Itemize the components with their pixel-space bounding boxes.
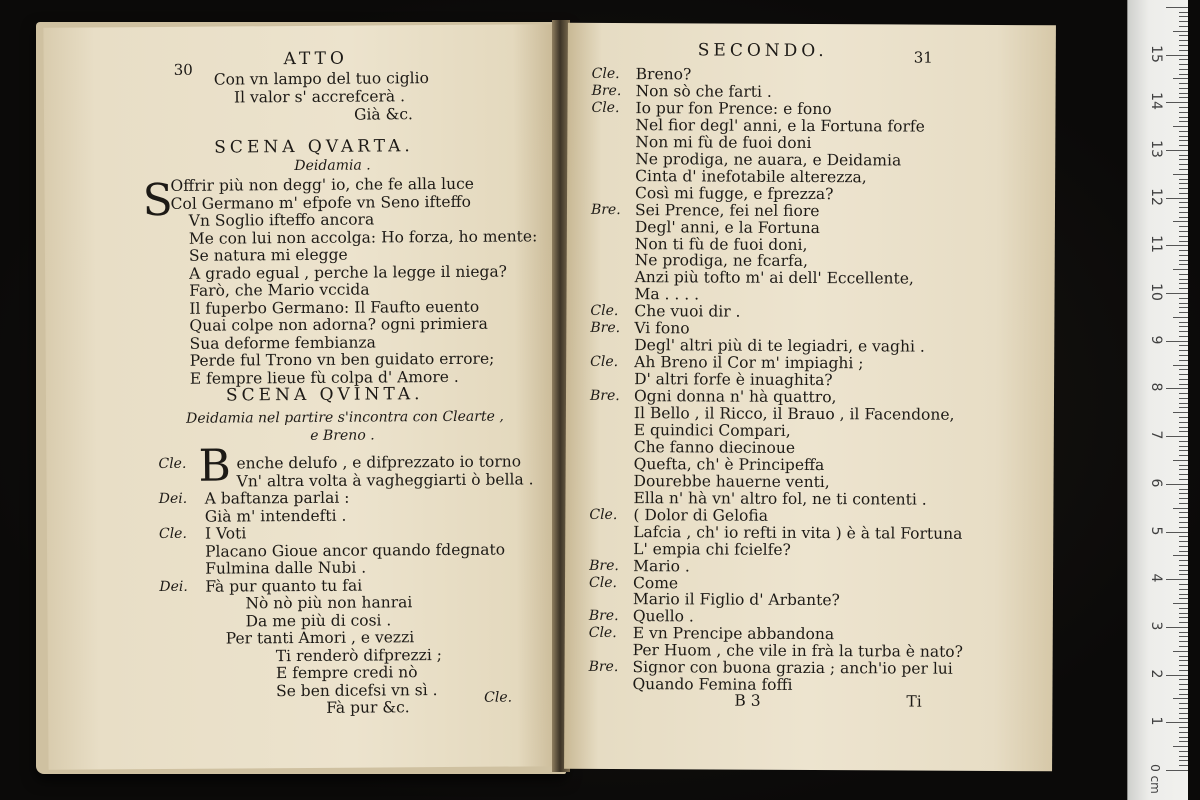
ruler-tick (1179, 684, 1188, 685)
ruler-tick (1173, 221, 1188, 222)
ruler-tick (1179, 279, 1188, 280)
ruler-tick (1173, 269, 1188, 270)
ruler-tick (1179, 546, 1188, 547)
dialogue-line: Fulmina dalle Nubi . (205, 558, 367, 578)
ruler-tick (1179, 727, 1188, 728)
ruler-tick (1173, 78, 1188, 79)
ruler-tick (1179, 551, 1188, 552)
dialogue-line: Fà pur &c. (326, 698, 410, 717)
dialogue-line: Che vuoi dir . (634, 302, 741, 321)
ruler-tick (1179, 345, 1188, 346)
ruler-tick (1179, 689, 1188, 690)
dialogue-line: Ah Breno il Cor m' impiaghi ; (634, 353, 864, 373)
ruler-tick (1179, 322, 1188, 323)
verse-line: Già &c. (353, 105, 414, 124)
dialogue-line: Ogni donna n' hà quattro, (633, 387, 837, 407)
ruler-tick (1179, 374, 1188, 375)
dialogue-line: Mario . (633, 556, 690, 575)
ruler-tick (1179, 732, 1188, 733)
ruler-tick (1179, 283, 1188, 284)
verse-line: Il valor s' accrefcerà . (233, 87, 406, 107)
ruler-tick (1179, 427, 1188, 428)
ruler-number: 12 (1148, 187, 1164, 206)
ruler-tick (1179, 718, 1188, 719)
verse-line: Me con lui non accolga: Ho forza, ho mente: (188, 226, 538, 248)
verse-line: Farò, che Mario vccida (189, 280, 370, 300)
ruler-tick (1173, 651, 1188, 652)
drop-cap-b: B (198, 440, 232, 492)
ruler-tick (1166, 484, 1188, 485)
dialogue-line: Ella n' hà vn' altro fol, ne ti contenti . (633, 488, 927, 509)
ruler-number: 8 (1148, 382, 1164, 392)
catchword-left: Cle. (484, 689, 513, 706)
ruler-tick (1179, 179, 1188, 180)
dialogue-line: Nel fior degl' anni, e la Fortuna forfe (635, 115, 925, 136)
ruler-tick (1179, 288, 1188, 289)
dialogue-line: A baftanza parlai : (204, 488, 350, 508)
dialogue-line: Ne prodiga, ne auara, e Deidamia (635, 149, 902, 170)
dialogue-line: Vn' altra volta à vagheggiarti ò bella . (236, 469, 534, 490)
ruler-tick (1179, 570, 1188, 571)
speaker-label: Cle. (589, 506, 618, 523)
verse-line: Con vn lampo del tuo ciglio (213, 69, 429, 89)
scene-5-title: SCENA QVINTA. (225, 384, 424, 406)
ruler-tick (1173, 412, 1188, 413)
ruler-tick (1179, 379, 1188, 380)
ruler-tick (1166, 198, 1188, 199)
ruler-number: 15 (1148, 44, 1164, 63)
dialogue-line: Fà pur quanto tu fai (205, 576, 363, 596)
ruler-tick (1179, 264, 1188, 265)
ruler-tick (1179, 713, 1188, 714)
speaker-label: Bre. (591, 82, 622, 99)
ruler-tick (1179, 231, 1188, 232)
ruler-tick (1179, 97, 1188, 98)
ruler-tick (1179, 403, 1188, 404)
drop-cap-s: S (142, 174, 173, 227)
verse-line: Sua deforme fembianza (189, 332, 376, 353)
speaker-label: Bre. (590, 320, 621, 337)
ruler-tick (1166, 627, 1188, 628)
dialogue-line: enche delufo , e difprezzato io torno (236, 452, 522, 473)
ruler-tick (1179, 140, 1188, 141)
ruler-tick (1173, 126, 1188, 127)
ruler-tick (1166, 55, 1188, 56)
ruler-tick (1179, 613, 1188, 614)
scene-4-speaker: Deidamia . (294, 157, 371, 175)
ruler-tick (1179, 74, 1188, 75)
speaker-label: Cle. (588, 625, 617, 642)
ruler-tick (1166, 579, 1188, 580)
verse-line: A grado egual , perche la legge il niega? (189, 262, 508, 283)
dialogue-line: Degl' altri più di te legiadri, e vaghi . (634, 336, 925, 356)
dialogue-line: Come (632, 573, 679, 592)
ruler-tick (1179, 202, 1188, 203)
ruler-tick (1179, 574, 1188, 575)
speaker-label: Bre. (590, 201, 621, 218)
ruler-tick (1179, 636, 1188, 637)
ruler-tick (1179, 145, 1188, 146)
scene-5-stage-direction-2: e Breno . (310, 427, 375, 444)
ruler-tick (1179, 226, 1188, 227)
ruler-tick (1173, 365, 1188, 366)
ruler-tick (1179, 212, 1188, 213)
ruler-tick (1179, 512, 1188, 513)
ruler-tick (1179, 93, 1188, 94)
ruler-tick (1166, 341, 1188, 342)
ruler-tick (1179, 622, 1188, 623)
ruler-tick (1179, 598, 1188, 599)
dialogue-line: Breno? (635, 65, 692, 84)
ruler-tick (1179, 26, 1188, 27)
ruler-tick (1166, 7, 1188, 8)
dialogue-line: E fempre credi nò (275, 663, 418, 683)
ruler-tick (1166, 245, 1188, 246)
dialogue-line: Anzi più tofto m' ai dell' Eccellente, (634, 268, 914, 288)
ruler-tick (1179, 522, 1188, 523)
ruler-tick (1179, 250, 1188, 251)
ruler-tick (1173, 174, 1188, 175)
running-head-right: SECONDO. (697, 40, 828, 62)
ruler-tick (1179, 594, 1188, 595)
dialogue-line: Lafcia , ch' io refti in vita ) è à tal Fortuna (633, 522, 963, 543)
ruler-tick (1179, 641, 1188, 642)
ruler-tick (1179, 255, 1188, 256)
ruler-tick (1173, 508, 1188, 509)
dialogue-line: Già m' intendefti . (204, 506, 347, 526)
ruler-tick (1179, 565, 1188, 566)
dialogue-line: L' empia chi fcielfe? (633, 539, 791, 559)
ruler-tick (1179, 112, 1188, 113)
dialogue-line: Quefta, ch' è Principeffa (633, 454, 825, 474)
verse-line: Se natura mi elegge (188, 245, 348, 265)
ruler-tick (1179, 632, 1188, 633)
ruler-tick (1179, 121, 1188, 122)
ruler-tick (1179, 503, 1188, 504)
dialogue-line: ( Dolor di Gelofia (633, 505, 769, 525)
ruler-tick (1179, 336, 1188, 337)
dialogue-line: Mario il Figlio d' Arbante? (632, 590, 840, 610)
ruler-tick (1179, 737, 1188, 738)
ruler-number: 4 (1148, 573, 1164, 583)
ruler-number: 14 (1148, 92, 1164, 111)
dialogue-line: Che fanno diecinoue (633, 437, 796, 457)
signature-mark: B 3 (734, 691, 761, 710)
dialogue-line: Se ben dicefsi vn sì . (275, 680, 438, 700)
ruler-tick (1179, 398, 1188, 399)
dialogue-line: Ma . . . . (634, 285, 700, 304)
ruler-unit-label: 0 cm (1147, 764, 1162, 794)
ruler-tick (1179, 188, 1188, 189)
ruler-tick (1179, 741, 1188, 742)
ruler-tick (1179, 217, 1188, 218)
dialogue-line: Il Bello , il Ricco, il Brauo , il Facendone, (633, 404, 955, 424)
ruler-tick (1179, 751, 1188, 752)
ruler-tick (1179, 45, 1188, 46)
left-page (43, 24, 558, 770)
ruler-tick (1179, 417, 1188, 418)
ruler-tick (1179, 703, 1188, 704)
ruler-tick (1179, 107, 1188, 108)
speaker-label: Bre. (588, 608, 619, 625)
ruler-tick (1179, 117, 1188, 118)
dialogue-line: Degl' anni, e la Fortuna (634, 217, 820, 237)
ruler-tick (1179, 708, 1188, 709)
ruler-tick (1179, 298, 1188, 299)
ruler-tick (1179, 465, 1188, 466)
ruler-tick (1166, 675, 1188, 676)
dialogue-line: Signor con buona grazia ; anch'io per lui (632, 658, 953, 679)
ruler-tick (1179, 384, 1188, 385)
ruler-tick (1179, 665, 1188, 666)
scene-5-stage-direction: Deidamia nel partire s'incontra con Clearte , (186, 408, 504, 427)
ruler-tick (1166, 722, 1188, 723)
ruler-number: 6 (1148, 478, 1164, 488)
ruler-tick (1179, 274, 1188, 275)
ruler-tick (1166, 150, 1188, 151)
ruler-number: 10 (1148, 283, 1164, 301)
ruler-tick (1179, 679, 1188, 680)
ruler-tick (1179, 331, 1188, 332)
speaker-label: Cle. (158, 525, 187, 542)
ruler-tick (1173, 460, 1188, 461)
ruler-tick (1179, 88, 1188, 89)
ruler-tick (1179, 59, 1188, 60)
ruler-tick (1179, 164, 1188, 165)
ruler-tick (1179, 694, 1188, 695)
running-head-left: ATTO (283, 48, 348, 70)
verse-line: Quai colpe non adorna? ogni primiera (189, 314, 488, 335)
ruler-tick (1179, 193, 1188, 194)
ruler-tick (1179, 493, 1188, 494)
ruler-tick (1179, 131, 1188, 132)
ruler-tick (1179, 407, 1188, 408)
ruler-tick (1179, 756, 1188, 757)
ruler-tick (1179, 541, 1188, 542)
verse-line: Col Germano m' efpofe vn Seno ifteffo (170, 192, 471, 213)
ruler-tick (1179, 241, 1188, 242)
dialogue-line: Quello . (632, 607, 694, 626)
ruler-number: 1 (1148, 716, 1164, 726)
ruler-tick (1173, 317, 1188, 318)
ruler-tick (1179, 431, 1188, 432)
speaker-label: Bre. (588, 659, 619, 676)
ruler-tick (1179, 560, 1188, 561)
ruler-tick (1179, 260, 1188, 261)
ruler-tick (1173, 603, 1188, 604)
dialogue-line: Dourebbe hauerne venti, (633, 471, 830, 491)
ruler-tick (1173, 698, 1188, 699)
speaker-label: Dei. (159, 578, 188, 595)
ruler-tick (1179, 393, 1188, 394)
ruler-tick (1166, 770, 1188, 771)
dialogue-line: Ne prodiga, ne fcarfa, (634, 251, 809, 271)
verse-line: Perde ful Trono vn ben guidato errore; (189, 349, 495, 370)
dialogue-line: Nò nò più non hanrai (245, 593, 413, 613)
verse-line: Vn Soglio ifteffo ancora (188, 210, 375, 230)
ruler-tick (1179, 64, 1188, 65)
ruler-tick (1166, 102, 1188, 103)
ruler-tick (1179, 35, 1188, 36)
ruler-tick (1179, 584, 1188, 585)
ruler-tick (1179, 69, 1188, 70)
ruler-tick (1179, 422, 1188, 423)
ruler-tick (1179, 589, 1188, 590)
ruler-tick (1166, 532, 1188, 533)
dialogue-line: Da me più di cosi . (245, 610, 392, 630)
ruler-tick (1179, 489, 1188, 490)
ruler-tick (1179, 660, 1188, 661)
speaker-label: Dei. (158, 490, 188, 507)
ruler-tick (1179, 498, 1188, 499)
catchword-right: Ti (906, 692, 922, 711)
scene-4-title: SCENA QVARTA. (214, 136, 414, 158)
ruler-tick (1179, 760, 1188, 761)
right-page (564, 23, 1056, 772)
ruler-tick (1179, 617, 1188, 618)
verse-line: Offrir più non degg' io, che fe alla luce (170, 174, 475, 195)
speaker-label: Cle. (158, 455, 187, 472)
ruler-tick (1179, 536, 1188, 537)
folio-right: 31 (913, 48, 933, 67)
ruler-tick (1179, 369, 1188, 370)
ruler-tick (1179, 169, 1188, 170)
dialogue-line: Per Huom , che vile in frà la turba è nato? (632, 641, 964, 662)
speaker-label: Bre. (589, 387, 620, 405)
ruler-tick (1179, 155, 1188, 156)
dialogue-line: Cinta d' inefotabile alterezza, (635, 166, 867, 186)
dialogue-line: Quando Femina foffi (632, 675, 793, 695)
ruler-tick (1179, 312, 1188, 313)
measurement-ruler (1127, 0, 1188, 800)
dialogue-line: Placano Gioue ancor quando fdegnato (205, 540, 506, 561)
dialogue-line: Ti renderò difprezzi ; (275, 645, 442, 665)
ruler-tick (1179, 326, 1188, 327)
ruler-tick (1173, 746, 1188, 747)
folio-left: 30 (173, 60, 193, 79)
dialogue-line: D' altri forfe è inuaghita? (634, 370, 833, 390)
ruler-tick (1179, 236, 1188, 237)
ruler-tick (1179, 441, 1188, 442)
speaker-label: Cle. (590, 353, 619, 371)
ruler-tick (1179, 21, 1188, 22)
ruler-tick (1179, 469, 1188, 470)
dialogue-line: Vi fono (634, 319, 690, 338)
ruler-number: 7 (1148, 430, 1164, 440)
ruler-tick (1179, 207, 1188, 208)
ruler-tick (1179, 656, 1188, 657)
ruler-tick (1179, 40, 1188, 41)
dialogue-line: E vn Prencipe abbandona (632, 624, 835, 644)
speaker-label: Cle. (591, 99, 620, 116)
speaker-label: Bre. (589, 557, 619, 574)
ruler-tick (1179, 517, 1188, 518)
dialogue-line: Sei Prence, fei nel fiore (634, 200, 820, 220)
dialogue-line: Per tanti Amori , e vezzi (225, 628, 415, 648)
ruler-tick (1179, 183, 1188, 184)
dialogue-line: Non ti fù de fuoi doni, (634, 234, 808, 254)
ruler-tick (1179, 446, 1188, 447)
ruler-tick (1179, 12, 1188, 13)
ruler-tick (1179, 303, 1188, 304)
speaker-label: Cle. (588, 574, 618, 591)
dialogue-line: Così mi fugge, e fprezza? (635, 183, 834, 203)
ruler-tick (1166, 388, 1188, 389)
verse-line: Il fuperbo Germano: Il Faufto euento (189, 297, 480, 318)
dialogue-line: Non mi fù de fuoi doni (635, 132, 812, 152)
ruler-tick (1179, 527, 1188, 528)
ruler-tick (1179, 608, 1188, 609)
ruler-number: 11 (1148, 235, 1164, 254)
speaker-label: Cle. (591, 65, 620, 82)
ruler-number: 13 (1148, 139, 1164, 158)
speaker-label: Cle. (590, 303, 619, 320)
dialogue-line: E quindici Compari, (633, 421, 791, 440)
ruler-number: 5 (1148, 526, 1164, 535)
dialogue-line: Non sò che farti . (635, 82, 772, 101)
ruler-tick (1179, 765, 1188, 766)
ruler-tick (1173, 555, 1188, 556)
ruler-tick (1179, 350, 1188, 351)
ruler-tick (1179, 50, 1188, 51)
ruler-tick (1179, 450, 1188, 451)
ruler-tick (1179, 455, 1188, 456)
ruler-tick (1179, 355, 1188, 356)
dialogue-line: Io pur fon Prence: e fono (635, 98, 832, 118)
ruler-number: 2 (1148, 669, 1164, 679)
ruler-number: 3 (1148, 621, 1164, 631)
verse-line: E fempre lieue fù colpa d' Amore . (189, 367, 459, 388)
ruler-tick (1179, 307, 1188, 308)
ruler-tick (1179, 360, 1188, 361)
ruler-tick (1166, 436, 1188, 437)
ruler-tick (1179, 646, 1188, 647)
ruler-tick (1179, 16, 1188, 17)
ruler-tick (1179, 474, 1188, 475)
ruler-tick (1179, 479, 1188, 480)
ruler-tick (1179, 136, 1188, 137)
ruler-tick (1173, 31, 1188, 32)
dialogue-line: I Voti (204, 524, 247, 543)
ruler-tick (1179, 83, 1188, 84)
ruler-number: 9 (1148, 335, 1164, 345)
ruler-tick (1166, 293, 1188, 294)
ruler-tick (1179, 159, 1188, 160)
ruler-tick (1179, 670, 1188, 671)
